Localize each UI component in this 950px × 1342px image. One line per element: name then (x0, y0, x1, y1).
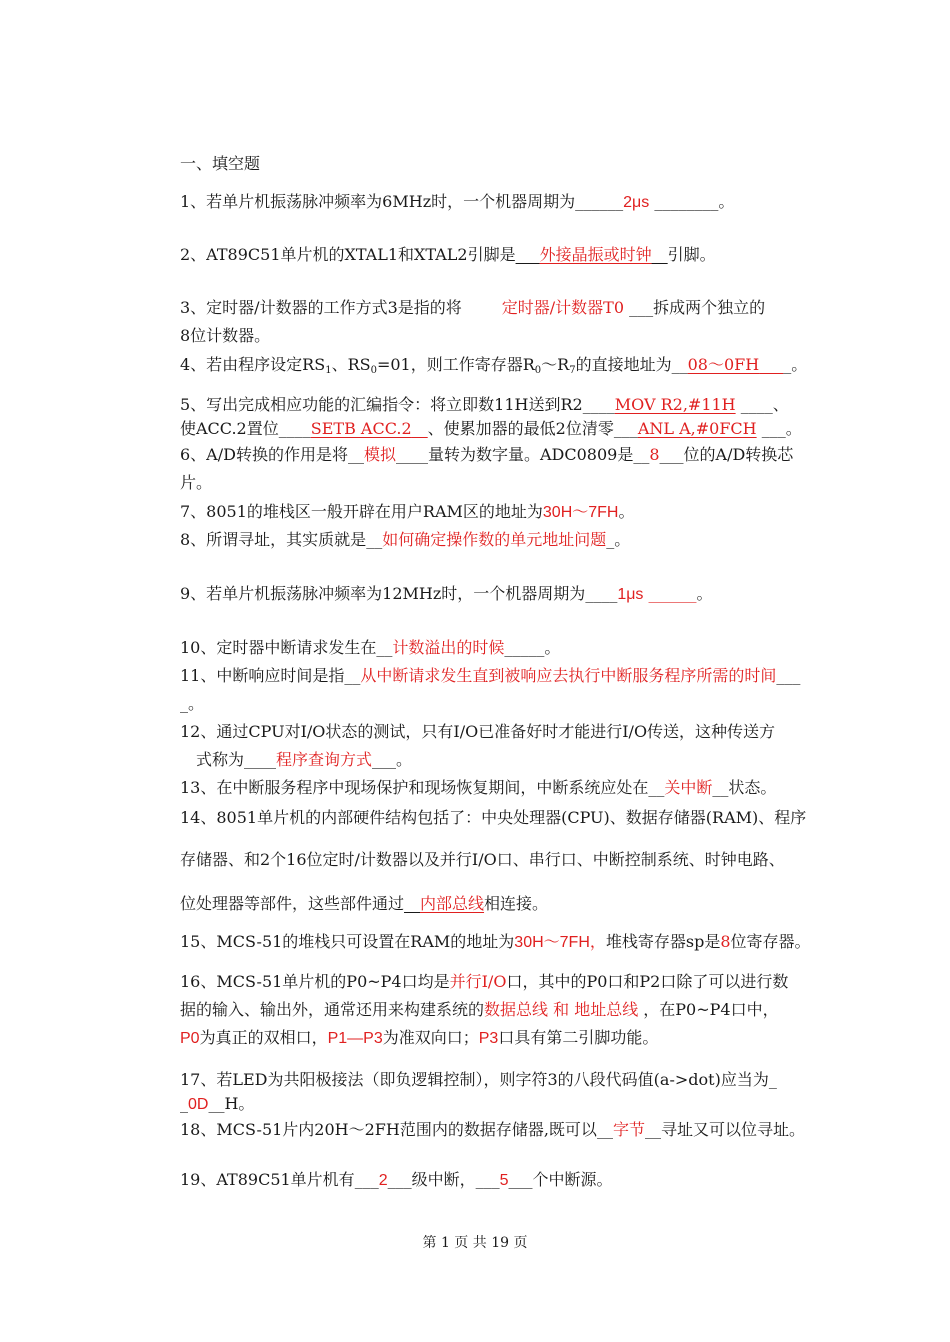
answer: 1μs (617, 586, 644, 603)
answer: P3 (478, 1030, 499, 1047)
question-7: 7、8051的堆栈区一般开辟在用户RAM区的地址为30H～7FH。 (180, 502, 635, 521)
question-3: 3、定时器/计数器的工作方式3是指的将 定时器/计数器T0 ___拆成两个独立的 (180, 298, 766, 317)
question-12: 12、通过CPU对I/O状态的测试，只有I/O已准备好时才能进行I/O传送，这种传送方 (180, 722, 776, 741)
question-5: 5、写出完成相应功能的汇编指令：将立即数11H送到R2____MOV R2,#11H ____、 (180, 395, 789, 414)
answer: 30H～7FH， (514, 934, 606, 951)
answer: 程序查询方式 (276, 750, 373, 769)
answer: 关中断 (664, 778, 713, 797)
question-16-line-3: P0为真正的双相口，P1—P3为准双向口；P3口具有第二引脚功能。 (180, 1028, 659, 1047)
question-13: 13、在中断服务程序中现场保护和现场恢复期间，中断系统应处在__关中断__状态。 (180, 778, 777, 797)
question-11-line-2: _。 (180, 694, 205, 713)
answer: 内部总线 (420, 894, 485, 913)
answer: 如何确定操作数的单元地址问题 (382, 530, 607, 549)
answer: 30H～7FH (542, 504, 619, 521)
answer: 字节 (612, 1120, 645, 1139)
answer: P0 (180, 1030, 200, 1047)
answer: MOV R2,#11H (614, 395, 736, 414)
question-2: 2、AT89C51单片机的XTAL1和XTAL2引脚是___外接晶振或时钟__引脚。 (180, 245, 716, 264)
section-heading: 一、填空题 (180, 154, 261, 173)
answer: ANL A,#0FCH (637, 419, 757, 438)
answer: 数据总线 和 地址总线 (484, 1000, 639, 1019)
question-1: 1、若单片机振荡脉冲频率为6MHz时，一个机器周期为______2μs ________。 (180, 192, 735, 211)
answer: 从中断请求发生直到被响应去执行中断服务程序所需的时间 (360, 666, 777, 685)
answer: SETB ACC.2 (310, 419, 412, 438)
question-16: 16、MCS-51单片机的P0~P4口均是并行I/O口，其中的P0口和P2口除了可以进行数 (180, 972, 789, 991)
answer: 2μs (623, 194, 650, 211)
question-4: 4、若由程序设定$RS_1$、$RS_0=01$，则工作寄存器$R_0\sim R_7$的直接地址为__08～0FH____。 (180, 355, 808, 376)
answer: 模拟 (363, 445, 396, 464)
answer: 定时器/计数器T0 (501, 298, 625, 317)
question-11: 11、中断响应时间是指__从中断请求发生直到被响应去执行中断服务程序所需的时间___ (180, 666, 801, 685)
question-10: 10、定时器中断请求发生在__计数溢出的时候_____。 (180, 638, 561, 657)
question-12-line-2: 式称为____程序查询方式___。 (196, 750, 413, 769)
question-14-line-3: 位处理器等部件，这些部件通过__内部总线相连接。 (180, 894, 549, 913)
question-5-line-2: 使ACC.2置位____SETB ACC.2__、使累加器的最低2位清零___ANL A,#0FCH ___。 (180, 419, 802, 438)
question-6-line-2: 片。 (180, 473, 213, 492)
question-15: 15、MCS-51的堆栈只可设置在RAM的地址为30H～7FH，堆栈寄存器sp是8位寄存器。 (180, 932, 811, 951)
answer: 8 (720, 932, 731, 951)
answer: 5 (499, 1172, 509, 1189)
answer: 2 (378, 1172, 388, 1189)
question-9: 9、若单片机振荡脉冲频率为12MHz时，一个机器周期为____1μs ______。 (180, 584, 713, 603)
answer: 0D (188, 1096, 209, 1113)
answer: 计数溢出的时候 (392, 638, 505, 657)
answer: 并行I/O (449, 972, 507, 991)
question-19: 19、AT89C51单片机有___2___级中断，___5___个中断源。 (180, 1170, 613, 1189)
answer: 外接晶振或时钟 (539, 245, 652, 264)
question-14: 14、8051单片机的内部硬件结构包括了：中央处理器(CPU)、数据存储器(RAM)、程序 (180, 808, 807, 827)
question-14-line-2: 存储器、和2个16位定时/计数器以及并行I/O口、串行口、中断控制系统、时钟电路、 (180, 850, 785, 869)
question-17: 17、若LED为共阳极接法（即负逻辑控制），则字符3的八段代码值(a->dot)应当为_ (180, 1070, 777, 1089)
question-17-line-2: _0D__H。 (180, 1094, 255, 1113)
question-16-line-2: 据的输入、输出外，通常还用来构建系统的数据总线 和 地址总线 ，在P0~P4口中， (180, 1000, 779, 1019)
answer: 08～0FH (687, 355, 760, 374)
question-8: 8、所谓寻址，其实质就是__如何确定操作数的单元地址问题_。 (180, 530, 631, 549)
question-18: 18、MCS-51片内20H～2FH范围内的数据存储器,既可以__字节__寻址又可以位寻址。 (180, 1120, 805, 1139)
question-6: 6、A/D转换的作用是将__模拟____量转为数字量。ADC0809是__8___位的A/D转换芯 (180, 445, 794, 464)
question-3-line-2: 8位计数器。 (180, 326, 271, 345)
answer: 8 (649, 445, 660, 464)
answer: P1—P3 (327, 1030, 383, 1047)
page-footer: 第 1 页 共 19 页 (422, 1235, 528, 1251)
